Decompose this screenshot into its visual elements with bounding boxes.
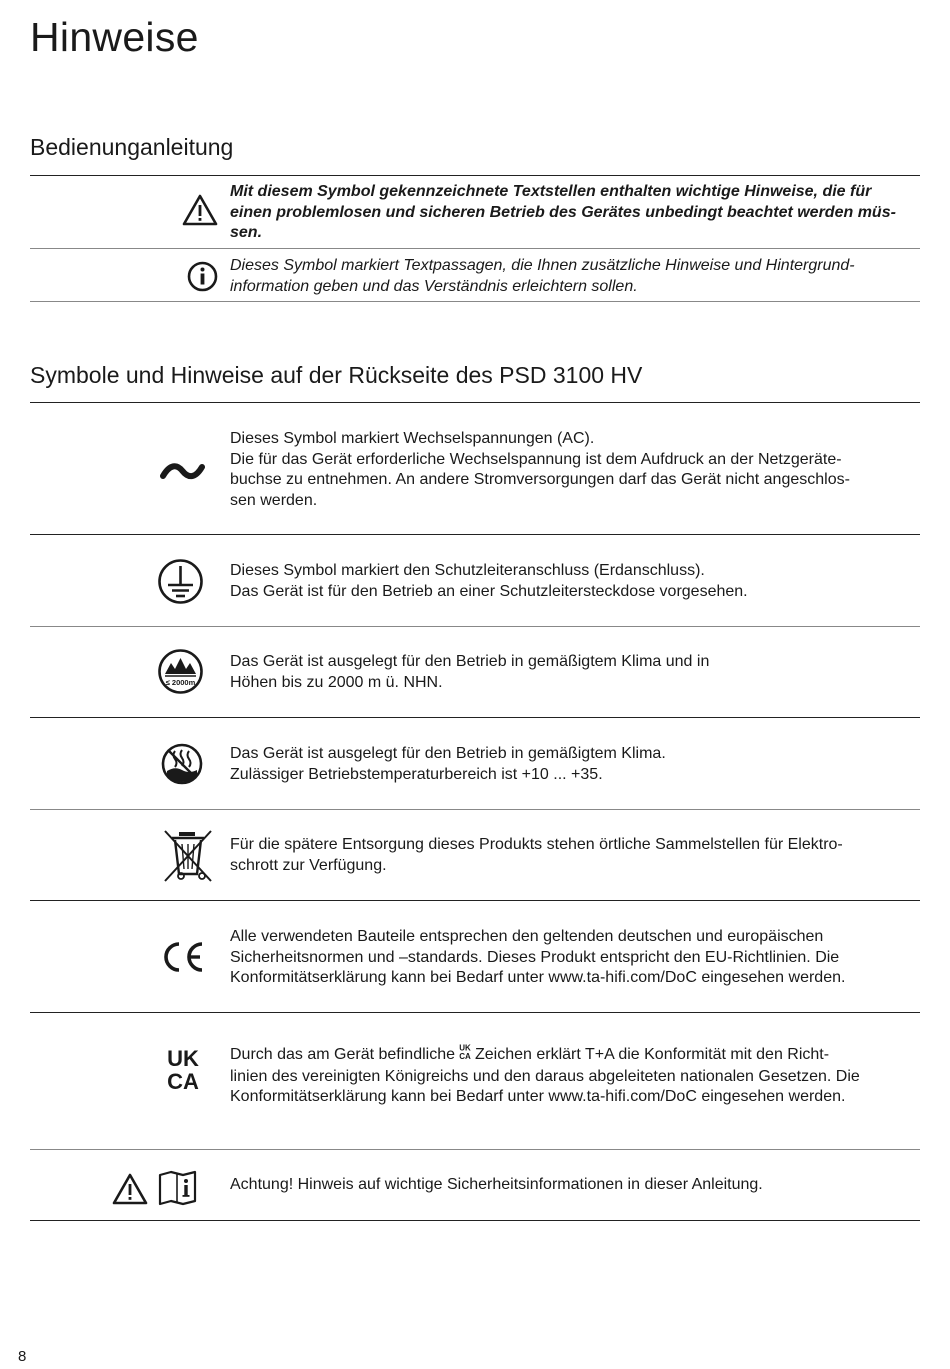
svg-text:CA: CA xyxy=(167,1069,199,1092)
ukca-mark-icon xyxy=(160,1046,206,1092)
divider xyxy=(30,809,920,810)
read-manual-icon xyxy=(157,1170,199,1206)
altitude-description: Das Gerät ist ausgelegt für den Betrieb in gemäßigtem Klima und in Höhen bis zu 2000 m ü. NHN. xyxy=(230,653,710,691)
info-circle-icon xyxy=(187,261,218,292)
note-info-text: Dieses Symbol markiert Textpassagen, die Ihnen zusätzliche Hinweise und Hintergrund- information geben und das Verständnis erleichtern sollen. xyxy=(230,257,855,295)
safety-description: Achtung! Hinweis auf wichtige Sicherheitsinformationen in dieser Anleitung. xyxy=(230,1176,763,1193)
divider xyxy=(30,248,920,249)
ac-description: Dieses Symbol markiert Wechselspannungen (AC). Die für das Gerät erforderliche Wechselspannung ist dem Aufdruck an der Netzgeräte- buchse zu entnehmen. An andere Stromversorgungen darf das Gerät nicht angeschlos- sen werden. xyxy=(230,430,850,509)
ukca-description: Durch das am Gerät befindliche UK CA Zeichen erklärt T+A die Konformität mit den Richt- linien des vereinigten Königreichs und den daraus abgeleiteten nationalen Gesetzen. Die Konformitätserklärung kann bei Bedarf unter www.ta-hifi.com/DoC eingesehen werden. xyxy=(230,1043,860,1105)
divider xyxy=(30,900,920,901)
no-tropical-climate-icon xyxy=(161,743,203,785)
protective-earth-icon xyxy=(157,558,204,605)
svg-text:UK: UK xyxy=(459,1043,471,1053)
altitude-2000m-icon xyxy=(157,648,204,695)
section-title-rear: Symbole und Hinweise auf der Rückseite des PSD 3100 HV xyxy=(30,362,643,388)
page-title: Hinweise xyxy=(30,14,199,60)
divider xyxy=(30,1012,920,1013)
svg-text:≤ 2000m: ≤ 2000m xyxy=(165,678,196,687)
weee-crossed-bin-icon xyxy=(162,828,214,883)
weee-description: Für die spätere Entsorgung dieses Produkts stehen örtliche Sammelstellen für Elektro- schrott zur Verfügung. xyxy=(230,836,843,874)
divider xyxy=(30,301,920,302)
ukca-inline-icon xyxy=(457,1043,473,1067)
page-number: 8 xyxy=(18,1348,27,1365)
warning-triangle-icon xyxy=(112,1173,148,1205)
warning-triangle-icon xyxy=(182,194,218,226)
earth-description: Dieses Symbol markiert den Schutzleiteranschluss (Erdanschluss). Das Gerät ist für den Betrieb an einer Schutzleitersteckdose vorgesehen. xyxy=(230,562,748,600)
svg-text:CA: CA xyxy=(459,1052,471,1060)
ce-description: Alle verwendeten Bauteile entsprechen den geltenden deutschen und europäischen Sicherheitsnormen und –standards. Dieses Produkt entspricht den EU-Richtlinien. Die Konformitätserklärung kann bei Bedarf unter www.ta-hifi.com/DoC eingesehen werden. xyxy=(230,928,846,986)
divider xyxy=(30,534,920,535)
section-title-manual: Bedienunganleitung xyxy=(30,134,234,160)
note-warning-text: Mit diesem Symbol gekennzeichnete Textstellen enthalten wichtige Hinweise, die für einen problemlosen und sicheren Betrieb des Gerätes unbedingt beachtet werden müs- sen. xyxy=(230,183,896,241)
divider xyxy=(30,717,920,718)
divider xyxy=(30,1149,920,1150)
divider xyxy=(30,175,920,176)
svg-text:UK: UK xyxy=(167,1046,199,1071)
ac-tilde-icon xyxy=(160,460,205,484)
divider xyxy=(30,402,920,403)
ce-mark-icon xyxy=(160,940,206,974)
divider xyxy=(30,626,920,627)
climate-description: Das Gerät ist ausgelegt für den Betrieb in gemäßigtem Klima. Zulässiger Betriebstemperaturbereich ist +10 ... +35. xyxy=(230,745,666,783)
divider xyxy=(30,1220,920,1221)
